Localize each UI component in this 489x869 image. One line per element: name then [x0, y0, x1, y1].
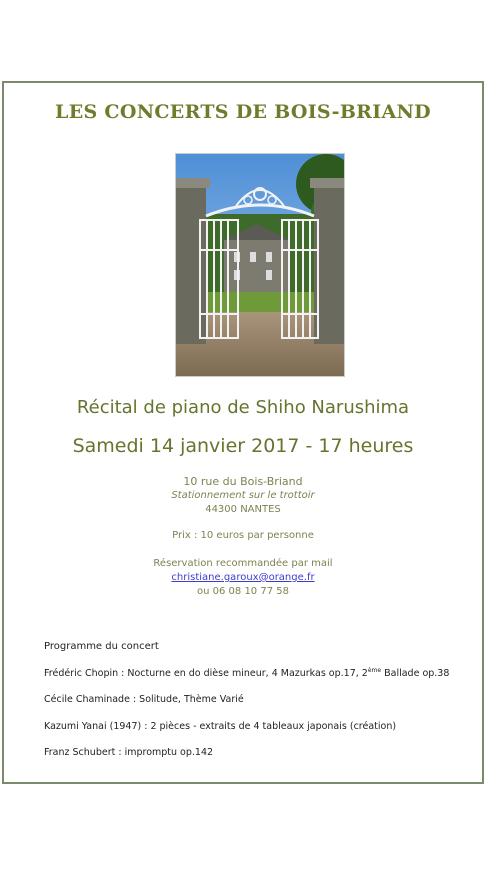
- address-street: 10 rue du Bois-Briand: [183, 475, 303, 488]
- recital-heading: Récital de piano de Shiho Narushima: [76, 397, 410, 418]
- price-text: Prix : 10 euros par personne: [172, 530, 314, 541]
- email-link[interactable]: christiane.garoux@orange.fr: [171, 572, 315, 583]
- poster-frame: [2, 81, 484, 784]
- program-item-text: Frédéric Chopin : Nocturne en do dièse mineur, 4 Mazurkas op.17, 2: [44, 668, 368, 680]
- program-item-schubert: Franz Schubert : impromptu op.142: [44, 747, 214, 758]
- program-item-text: Ballade op.38: [381, 668, 450, 680]
- program-item-chaminade: Cécile Chaminade : Solitude, Thème Varié: [44, 694, 244, 705]
- gate-photo: [175, 153, 345, 377]
- poster-title: LES CONCERTS DE BOIS-BRIAND: [55, 101, 431, 123]
- reservation-phone: ou 06 08 10 77 58: [197, 586, 289, 597]
- address-city: 44300 NANTES: [205, 504, 281, 515]
- program-item-yanai: Kazumi Yanai (1947) : 2 pièces - extraits de 4 tableaux japonais (création): [44, 721, 397, 732]
- gate-illustration: [176, 154, 344, 376]
- parking-text: Stationnement sur le trottoir: [171, 490, 315, 501]
- superscript: ème: [367, 667, 382, 674]
- program-title: Programme du concert: [44, 641, 159, 652]
- date-heading: Samedi 14 janvier 2017 - 17 heures: [72, 435, 414, 457]
- address-parking: [4, 489, 482, 503]
- program-item-chopin: [44, 667, 449, 679]
- reservation-label: Réservation recommandée par mail: [153, 558, 333, 569]
- reservation-email-row: [4, 571, 482, 585]
